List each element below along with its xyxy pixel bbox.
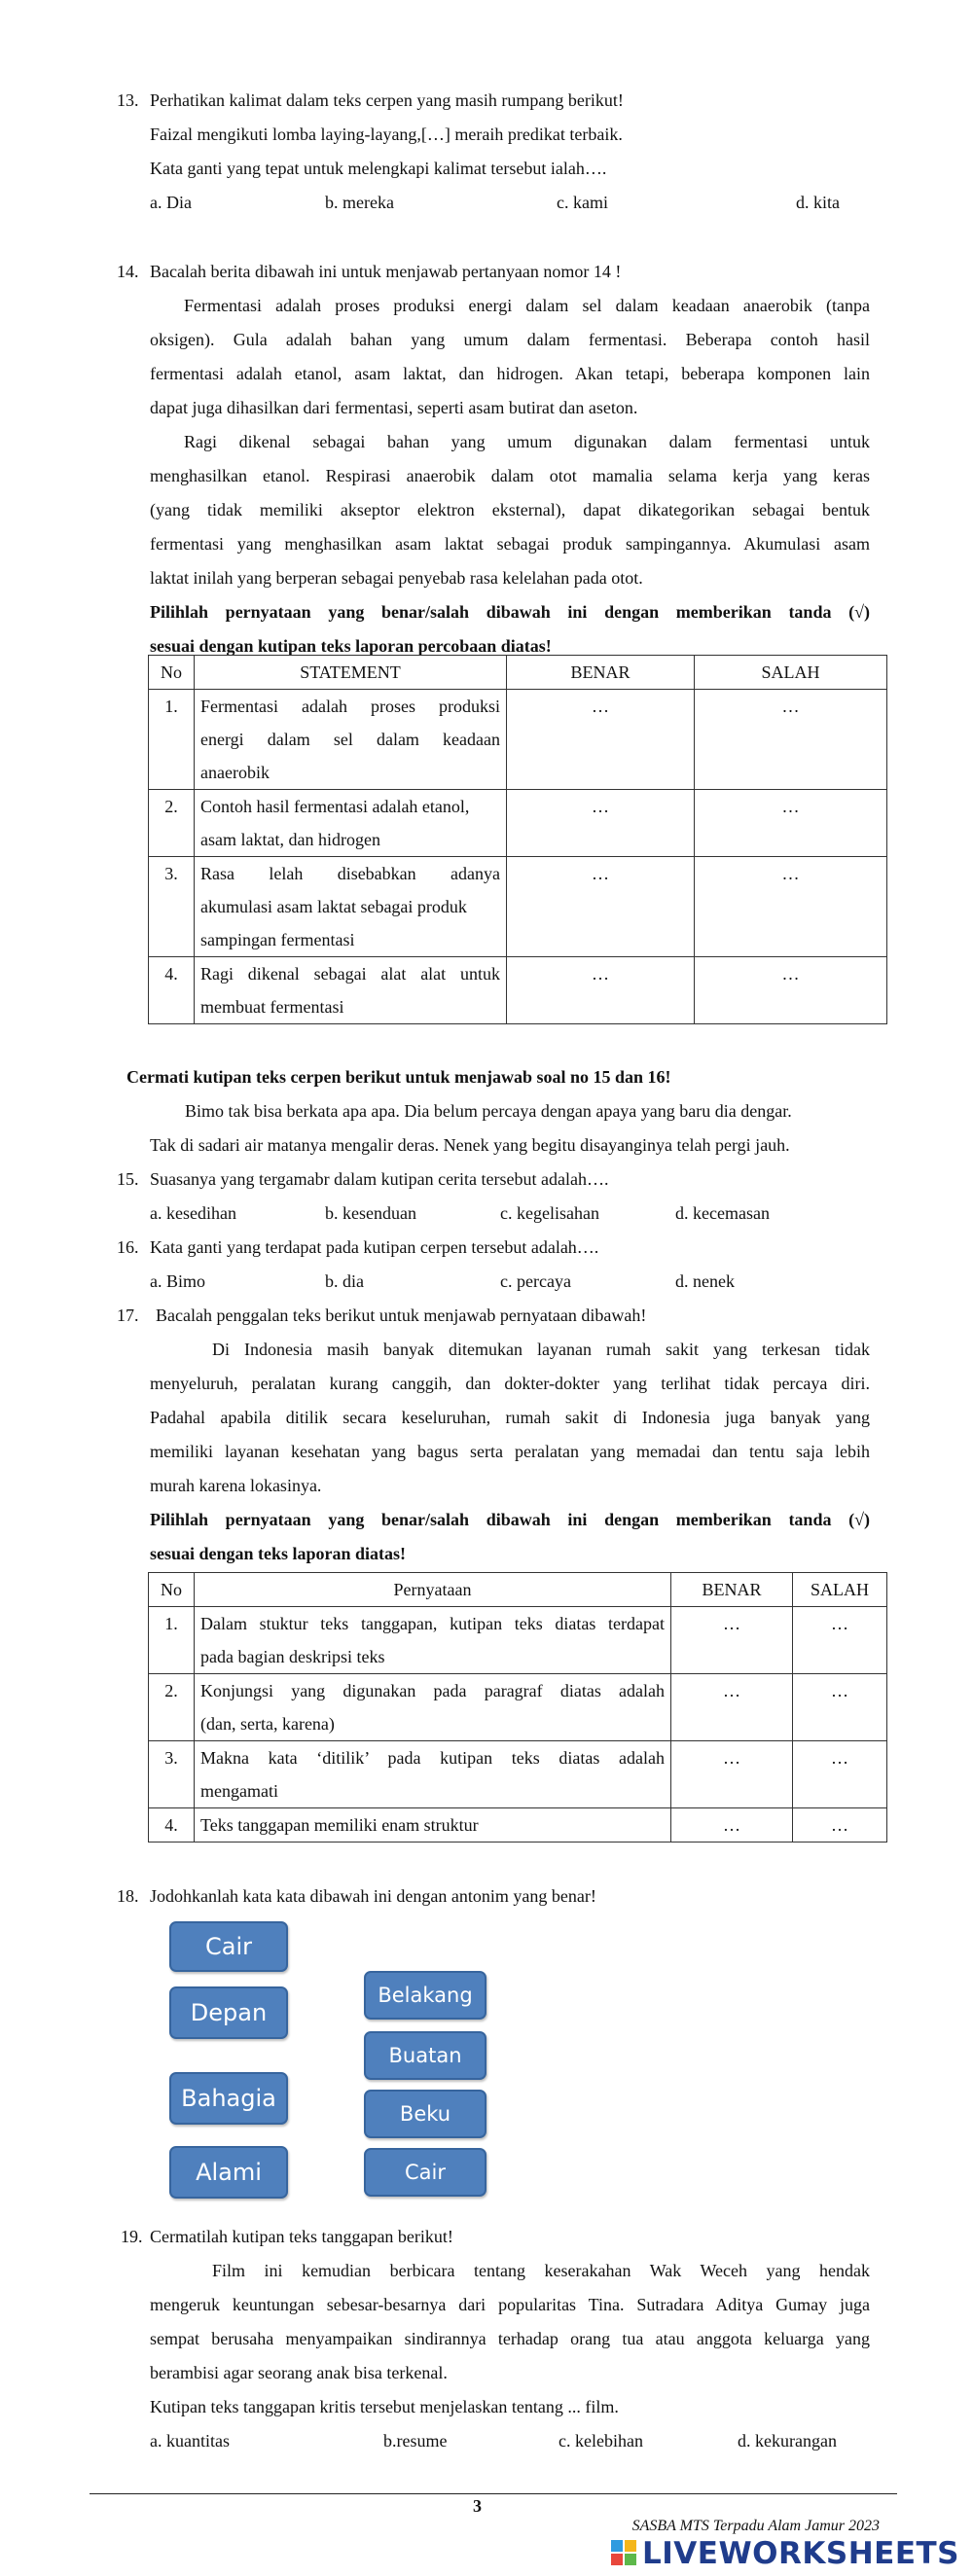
benar-cell[interactable]: … bbox=[507, 690, 695, 790]
statement-line: Konjungsi yang digunakan pada paragraf diatas adalah bbox=[200, 1681, 665, 1700]
liveworksheets-brand: LIVEWORKSHEETS bbox=[642, 2536, 959, 2571]
benar-cell[interactable]: … bbox=[507, 857, 695, 957]
salah-cell[interactable]: … bbox=[695, 957, 887, 1024]
passage-line: Di Indonesia masih banyak ditemukan layanan rumah sakit yang terkesan tidak bbox=[212, 1340, 870, 1359]
cerpen-section bbox=[126, 1060, 905, 1163]
option-c[interactable]: c. percaya bbox=[500, 1271, 571, 1291]
liveworksheets-logo[interactable] bbox=[611, 2536, 959, 2571]
benar-cell[interactable]: … bbox=[671, 1674, 793, 1741]
passage-line: Fermentasi adalah proses produksi energi dalam sel dalam keadaan anaerobik (tanpa bbox=[184, 296, 870, 315]
passage-line: fermentasi adalah etanol, asam laktat, dan hidrogen. Akan tetapi, beberapa komponen lain bbox=[150, 364, 870, 383]
option-a[interactable]: a. kuantitas bbox=[150, 2431, 230, 2451]
option-d[interactable]: d. kita bbox=[796, 193, 840, 212]
salah-cell[interactable]: … bbox=[793, 1808, 887, 1843]
passage-line: oksigen). Gula adalah bahan yang umum dalam fermentasi. Beberapa contoh hasil bbox=[150, 330, 870, 349]
option-c[interactable]: c. kegelisahan bbox=[500, 1203, 599, 1223]
row-statement bbox=[195, 790, 507, 857]
statement-line: Fermentasi adalah proses produksi bbox=[200, 697, 500, 716]
row-statement bbox=[195, 1674, 671, 1741]
statement-line: membuat fermentasi bbox=[200, 997, 344, 1017]
instruction: sesuai dengan kutipan teks laporan percobaan diatas! bbox=[150, 636, 552, 656]
footer-divider bbox=[90, 2493, 897, 2494]
question-text: Faizal mengikuti lomba laying-layang,[…] meraih predikat terbaik. bbox=[150, 125, 623, 144]
option-a[interactable]: a. Dia bbox=[150, 193, 192, 212]
row-no: 2. bbox=[149, 790, 195, 857]
page-number: 3 bbox=[473, 2496, 482, 2516]
benar-cell[interactable]: … bbox=[671, 1607, 793, 1674]
row-no: 4. bbox=[149, 957, 195, 1024]
option-d[interactable]: d. kekurangan bbox=[738, 2431, 837, 2451]
table-row bbox=[149, 957, 887, 1024]
table-row bbox=[149, 857, 887, 957]
question-number: 14. bbox=[117, 262, 139, 281]
option-d[interactable]: d. kecemasan bbox=[675, 1203, 770, 1223]
question-number: 13. bbox=[117, 90, 139, 110]
table-row bbox=[149, 1741, 887, 1808]
passage-line: Bimo tak bisa berkata apa apa. Dia belum percaya dengan apaya yang baru dia dengar. bbox=[185, 1101, 792, 1121]
statement-line: energi dalam sel dalam keadaan bbox=[200, 730, 500, 749]
header-benar: BENAR bbox=[671, 1573, 793, 1607]
question-number: 18. bbox=[117, 1886, 139, 1906]
option-b[interactable]: b. dia bbox=[325, 1271, 364, 1291]
table-header bbox=[149, 1573, 887, 1607]
passage-line: menyeluruh, peralatan kurang canggih, dan dokter-dokter yang terlihat tidak percaya diri. bbox=[150, 1374, 870, 1393]
passage-line: Tak di sadari air matanya mengalir deras. Nenek yang begitu disayanginya telah pergi jauh. bbox=[150, 1135, 790, 1155]
passage-line: Film ini kemudian berbicara tentang keserakahan Wak Weceh yang hendak bbox=[212, 2261, 870, 2280]
option-b[interactable]: b. mereka bbox=[325, 193, 394, 212]
header-no: No bbox=[149, 656, 195, 690]
table-row bbox=[149, 690, 887, 790]
statement-line: akumulasi asam laktat sebagai produk bbox=[200, 897, 467, 916]
statement-line: Teks tanggapan memiliki enam struktur bbox=[200, 1815, 479, 1835]
statement-table-14 bbox=[148, 655, 887, 1024]
match-right-belakang[interactable]: Belakang bbox=[364, 1971, 486, 2020]
row-statement bbox=[195, 1607, 671, 1674]
option-b[interactable]: b.resume bbox=[383, 2431, 448, 2451]
passage-line: berambisi agar seorang anak bisa terkenal. bbox=[150, 2363, 448, 2382]
salah-cell[interactable]: … bbox=[695, 857, 887, 957]
match-left-bahagia[interactable]: Bahagia bbox=[169, 2072, 288, 2125]
passage-line: mengeruk keuntungan sebesar-besarnya dari popularitas Tina. Sutradara Aditya Gumay juga bbox=[150, 2295, 870, 2314]
passage-line: Ragi dikenal sebagai bahan yang umum digunakan dalam fermentasi untuk bbox=[184, 432, 870, 451]
header-statement: STATEMENT bbox=[195, 656, 507, 690]
option-c[interactable]: c. kami bbox=[557, 193, 608, 212]
statement-line: (dan, serta, karena) bbox=[200, 1714, 335, 1734]
table-header bbox=[149, 656, 887, 690]
question-number: 16. bbox=[117, 1237, 139, 1257]
option-b[interactable]: b. kesenduan bbox=[325, 1203, 416, 1223]
passage-line: sempat berusaha menyampaikan sindirannya terhadap orang tua atau anggota keluarga yang bbox=[150, 2329, 870, 2348]
row-no: 4. bbox=[149, 1808, 195, 1843]
statement-line: Contoh hasil fermentasi adalah etanol, bbox=[200, 797, 470, 816]
header-salah: SALAH bbox=[695, 656, 887, 690]
salah-cell[interactable]: … bbox=[793, 1741, 887, 1808]
passage-line: laktat inilah yang berperan sebagai penyebab rasa kelelahan pada otot. bbox=[150, 568, 643, 588]
liveworksheets-icon bbox=[611, 2540, 638, 2567]
benar-cell[interactable]: … bbox=[671, 1808, 793, 1843]
salah-cell[interactable]: … bbox=[793, 1674, 887, 1741]
passage-line: murah karena lokasinya. bbox=[150, 1476, 322, 1495]
header-no: No bbox=[149, 1573, 195, 1607]
salah-cell[interactable]: … bbox=[793, 1607, 887, 1674]
header-salah: SALAH bbox=[793, 1573, 887, 1607]
statement-line: sampingan fermentasi bbox=[200, 930, 355, 949]
statement-line: mengamati bbox=[200, 1781, 278, 1801]
row-statement bbox=[195, 1808, 671, 1843]
question-number: 17. bbox=[117, 1306, 139, 1325]
row-no: 3. bbox=[149, 1741, 195, 1808]
question-text: Kata ganti yang terdapat pada kutipan cerpen tersebut adalah…. bbox=[150, 1237, 599, 1257]
statement-line: anaerobik bbox=[200, 763, 270, 782]
question-text: Bacalah berita dibawah ini untuk menjawab pertanyaan nomor 14 ! bbox=[150, 262, 622, 281]
row-no: 2. bbox=[149, 1674, 195, 1741]
row-statement bbox=[195, 857, 507, 957]
match-right-beku[interactable]: Beku bbox=[364, 2090, 486, 2138]
question-text: Kata ganti yang tepat untuk melengkapi kalimat tersebut ialah…. bbox=[150, 159, 607, 178]
match-left-depan[interactable]: Depan bbox=[169, 1986, 288, 2039]
statement-table-17 bbox=[148, 1572, 887, 1843]
table-row bbox=[149, 1808, 887, 1843]
header-benar: BENAR bbox=[507, 656, 695, 690]
option-c[interactable]: c. kelebihan bbox=[559, 2431, 643, 2451]
option-a[interactable]: a. Bimo bbox=[150, 1271, 205, 1291]
instruction: Pilihlah pernyataan yang benar/salah dibawah ini dengan memberikan tanda (√) bbox=[150, 1510, 870, 1529]
passage-line: fermentasi yang menghasilkan asam laktat sebagai produk sampingannya. Akumulasi asam bbox=[150, 534, 870, 554]
salah-cell[interactable]: … bbox=[695, 790, 887, 857]
question-text: Kutipan teks tanggapan kritis tersebut menjelaskan tentang ... film. bbox=[150, 2397, 619, 2416]
row-statement bbox=[195, 1741, 671, 1808]
table-row bbox=[149, 790, 887, 857]
table-row bbox=[149, 1674, 887, 1741]
question-text: Suasanya yang tergamabr dalam kutipan cerita tersebut adalah…. bbox=[150, 1169, 609, 1189]
footer-school: SASBA MTS Terpadu Alam Jamur 2023 bbox=[631, 2518, 880, 2534]
salah-cell[interactable]: … bbox=[695, 690, 887, 790]
header-statement: Pernyataan bbox=[195, 1573, 671, 1607]
benar-cell[interactable]: … bbox=[507, 957, 695, 1024]
question-number: 19. bbox=[121, 2227, 143, 2246]
question-text: Perhatikan kalimat dalam teks cerpen yang masih rumpang berikut! bbox=[150, 90, 624, 110]
option-a[interactable]: a. kesedihan bbox=[150, 1203, 236, 1223]
question-text: Cermatilah kutipan teks tanggapan berikut! bbox=[150, 2227, 453, 2246]
statement-line: Dalam stuktur teks tanggapan, kutipan teks diatas terdapat bbox=[200, 1614, 665, 1633]
instruction: Pilihlah pernyataan yang benar/salah dibawah ini dengan memberikan tanda (√) bbox=[150, 602, 870, 622]
benar-cell[interactable]: … bbox=[507, 790, 695, 857]
match-left-cair[interactable]: Cair bbox=[169, 1921, 288, 1972]
benar-cell[interactable]: … bbox=[671, 1741, 793, 1808]
match-right-cair[interactable]: Cair bbox=[364, 2148, 486, 2197]
passage-line: menghasilkan etanol. Respirasi anaerobik dalam otot mamalia selama kerja yang keras bbox=[150, 466, 870, 485]
statement-line: pada bagian deskripsi teks bbox=[200, 1647, 385, 1666]
table-row bbox=[149, 1607, 887, 1674]
section-heading: Cermati kutipan teks cerpen berikut untuk menjawab soal no 15 dan 16! bbox=[126, 1067, 671, 1087]
passage-line: memiliki layanan kesehatan yang bagus serta peralatan yang memadai dan tentu saja lebih bbox=[150, 1442, 870, 1461]
passage-line: dapat juga dihasilkan dari fermentasi, seperti asam butirat dan aseton. bbox=[150, 398, 638, 417]
passage-line: Padahal apabila ditilik secara keseluruhan, rumah sakit di Indonesia juga banyak yang bbox=[150, 1408, 870, 1427]
row-no: 3. bbox=[149, 857, 195, 957]
row-no: 1. bbox=[149, 1607, 195, 1674]
row-statement bbox=[195, 957, 507, 1024]
row-statement bbox=[195, 690, 507, 790]
option-d[interactable]: d. nenek bbox=[675, 1271, 735, 1291]
row-no: 1. bbox=[149, 690, 195, 790]
passage-paragraph-2 bbox=[150, 425, 870, 595]
match-left-alami[interactable]: Alami bbox=[169, 2146, 288, 2199]
instruction: sesuai dengan teks laporan diatas! bbox=[150, 1544, 407, 1563]
match-right-buatan[interactable]: Buatan bbox=[364, 2031, 486, 2080]
statement-line: Ragi dikenal sebagai alat alat untuk bbox=[200, 964, 500, 984]
statement-line: asam laktat, dan hidrogen bbox=[200, 830, 380, 849]
passage-paragraph-1 bbox=[150, 289, 870, 425]
question-text: Bacalah penggalan teks berikut untuk menjawab pernyataan dibawah! bbox=[156, 1306, 647, 1325]
question-number: 15. bbox=[117, 1169, 139, 1189]
passage-line: (yang tidak memiliki akseptor elektron eksternal), dapat dikategorikan sebagai bentuk bbox=[150, 500, 870, 519]
statement-line: Rasa lelah disebabkan adanya bbox=[200, 864, 500, 883]
statement-line: Makna kata ‘ditilik’ pada kutipan teks diatas adalah bbox=[200, 1748, 665, 1768]
question-text: Jodohkanlah kata kata dibawah ini dengan antonim yang benar! bbox=[150, 1886, 596, 1906]
